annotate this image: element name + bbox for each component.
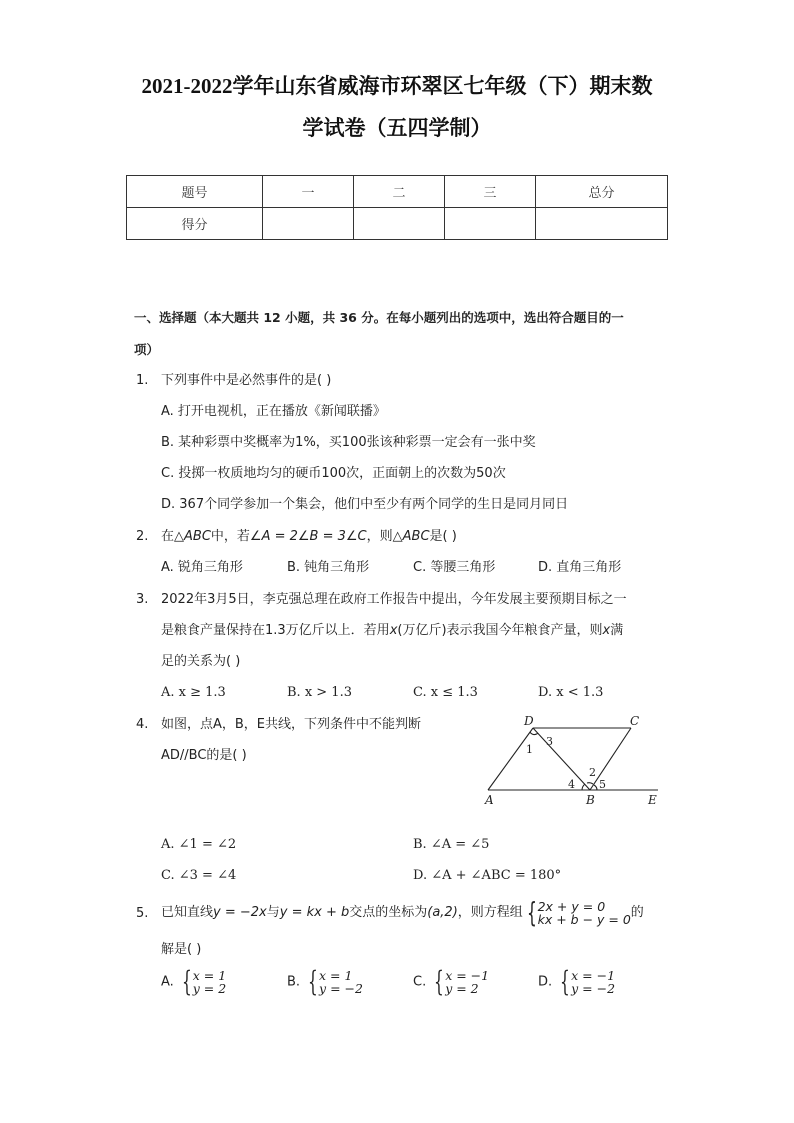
- brace-icon: {: [560, 965, 571, 998]
- option-label: B.: [287, 974, 301, 990]
- option-a: A. 锐角三角形: [161, 560, 243, 575]
- option-a: A. x ≥ 1.3: [161, 685, 226, 700]
- stem-text: (万亿斤)表示我国今年粮食产量，则: [397, 623, 603, 638]
- question-stem-cont: 足的关系为( ): [161, 654, 241, 669]
- score-cell: [263, 208, 354, 240]
- question-stem: 下列事件中是必然事件的是( ): [161, 373, 332, 388]
- option-d: D. ∠A + ∠ABC = 180°: [413, 868, 562, 883]
- score-cell: [445, 208, 536, 240]
- option-b: [287, 965, 363, 998]
- option-a: [161, 965, 227, 998]
- question-number: 5.: [136, 906, 149, 921]
- figure-label: E: [648, 793, 657, 807]
- option-label: D.: [538, 974, 553, 990]
- line-db: [533, 728, 590, 790]
- figure-label: A: [485, 793, 494, 807]
- stem-text: 与: [266, 905, 280, 920]
- stem-text: ，则: [366, 529, 393, 544]
- math-point: (a,2): [427, 905, 458, 920]
- stem-text: 在: [161, 529, 175, 544]
- angle-label: 4: [568, 778, 575, 791]
- option-c: C. 等腰三角形: [413, 560, 496, 575]
- system-eq-top: 2x + y = 0: [537, 898, 606, 914]
- option-b: B. ∠A = ∠5: [413, 837, 490, 852]
- system-eq-bottom: y = −2: [319, 981, 363, 996]
- score-table-header-row: [127, 176, 668, 208]
- line-cb: [590, 728, 631, 790]
- math-condition: ∠A = 2∠B = 3∠C: [249, 529, 367, 544]
- option-c: C. 投掷一枚质地均匀的硬币100次，正面朝上的次数为50次: [161, 466, 506, 481]
- math-var: x: [602, 623, 611, 638]
- math-triangle: △ABC: [392, 529, 430, 544]
- stem-text: ，则方程组: [457, 905, 523, 920]
- line-da: [488, 728, 533, 790]
- score-table: [126, 175, 668, 240]
- question-stem-cont: AD//BC的是( ): [161, 748, 247, 763]
- angle-label: 2: [589, 766, 596, 779]
- math-equation: y = −2x: [213, 905, 267, 920]
- page-title-line2: 学试卷（五四学制）: [302, 116, 492, 140]
- math-triangle: △ABC: [174, 529, 211, 544]
- system-eq-top: x = −1: [571, 968, 616, 983]
- option-d: D. 直角三角形: [538, 560, 622, 575]
- question-number: 1.: [136, 373, 149, 388]
- system-eq-bottom: y = 2: [445, 981, 479, 996]
- option-c: [413, 965, 490, 998]
- stem-text: 的: [630, 905, 644, 920]
- stem-text: 是粮食产量保持在1.3万亿斤以上．若用: [161, 623, 390, 638]
- angle-arc-4: [582, 784, 585, 790]
- score-header-cell: 一: [263, 176, 354, 208]
- question-number: 3.: [136, 592, 149, 607]
- option-d: [538, 965, 616, 998]
- figure-label: C: [630, 714, 640, 728]
- score-header-cell: 二: [354, 176, 445, 208]
- option-a: A. 打开电视机，正在播放《新闻联播》: [161, 404, 386, 419]
- option-c: C. x ≤ 1.3: [413, 685, 478, 700]
- angle-label: 5: [599, 778, 606, 791]
- stem-text: 满: [610, 623, 624, 638]
- angle-label: 1: [526, 743, 533, 756]
- score-table-row: [127, 208, 668, 240]
- question-stem: 2022年3月5日，李克强总理在政府工作报告中提出，今年发展主要预期目标之一: [161, 592, 627, 607]
- question-stem: 如图，点A，B，E共线，下列条件中不能判断: [161, 717, 422, 732]
- brace-icon: {: [181, 965, 192, 998]
- geometry-figure: [478, 712, 668, 812]
- option-b: B. 某种彩票中奖概率为1%，买100张该种彩票一定会有一张中奖: [161, 435, 536, 450]
- page-title-line1: 2021-2022学年山东省威海市环翠区七年级（下）期末数: [141, 74, 653, 98]
- option-a: A. ∠1 = ∠2: [161, 837, 237, 852]
- question-stem: [161, 529, 457, 545]
- score-header-cell: 题号: [127, 176, 263, 208]
- question-stem-cont: 解是( ): [161, 942, 202, 957]
- system-eq-top: x = −1: [445, 968, 490, 983]
- option-b: B. x > 1.3: [287, 685, 352, 700]
- option-system: [571, 969, 615, 995]
- brace-icon: {: [434, 965, 445, 998]
- option-label: A.: [161, 974, 174, 990]
- angle-label: 3: [546, 735, 553, 748]
- figure-label: D: [524, 714, 534, 728]
- option-system: [445, 969, 489, 995]
- option-c: C. ∠3 = ∠4: [161, 868, 237, 883]
- math-var: x: [389, 623, 398, 638]
- angle-arc-2: [587, 783, 593, 784]
- stem-text: 是( ): [429, 529, 457, 544]
- angle-arc-5: [594, 785, 597, 790]
- system-eq-top: x = 1: [319, 968, 353, 983]
- option-b: B. 钝角三角形: [287, 560, 370, 575]
- question-number: 4.: [136, 717, 149, 732]
- math-equation: y = kx + b: [279, 905, 350, 920]
- brace-icon: {: [308, 965, 319, 998]
- score-cell: [536, 208, 668, 240]
- system-eq-bottom: y = 2: [192, 981, 227, 996]
- score-header-cell: 总分: [536, 176, 668, 208]
- question-stem-cont: [161, 623, 623, 639]
- system-eq-bottom: y = −2: [571, 981, 616, 996]
- option-system: [193, 969, 226, 995]
- brace-icon: {: [526, 895, 537, 929]
- option-d: D. 367个同学参加一个集会，他们中至少有两个同学的生日是同月同日: [161, 497, 569, 512]
- figure-label: B: [586, 793, 595, 807]
- stem-text: 中，若: [210, 529, 250, 544]
- score-cell: [354, 208, 445, 240]
- stem-text: 已知直线: [161, 905, 214, 920]
- question-stem: [161, 895, 644, 929]
- score-row-label: 得分: [127, 208, 263, 240]
- system-eq-top: x = 1: [192, 968, 227, 983]
- section-heading-cont: 项）: [134, 342, 160, 357]
- option-system: [319, 969, 363, 995]
- equation-system: [538, 900, 631, 926]
- section-heading: 一、选择题（本大题共 12 小题，共 36 分。在每小题列出的选项中，选出符合题目的一: [134, 310, 624, 325]
- stem-text: 交点的坐标为: [349, 905, 428, 920]
- question-number: 2.: [136, 529, 149, 544]
- option-label: C.: [413, 974, 427, 990]
- system-eq-bottom: kx + b − y = 0: [537, 911, 631, 927]
- score-header-cell: 三: [445, 176, 536, 208]
- option-d: D. x < 1.3: [538, 685, 604, 700]
